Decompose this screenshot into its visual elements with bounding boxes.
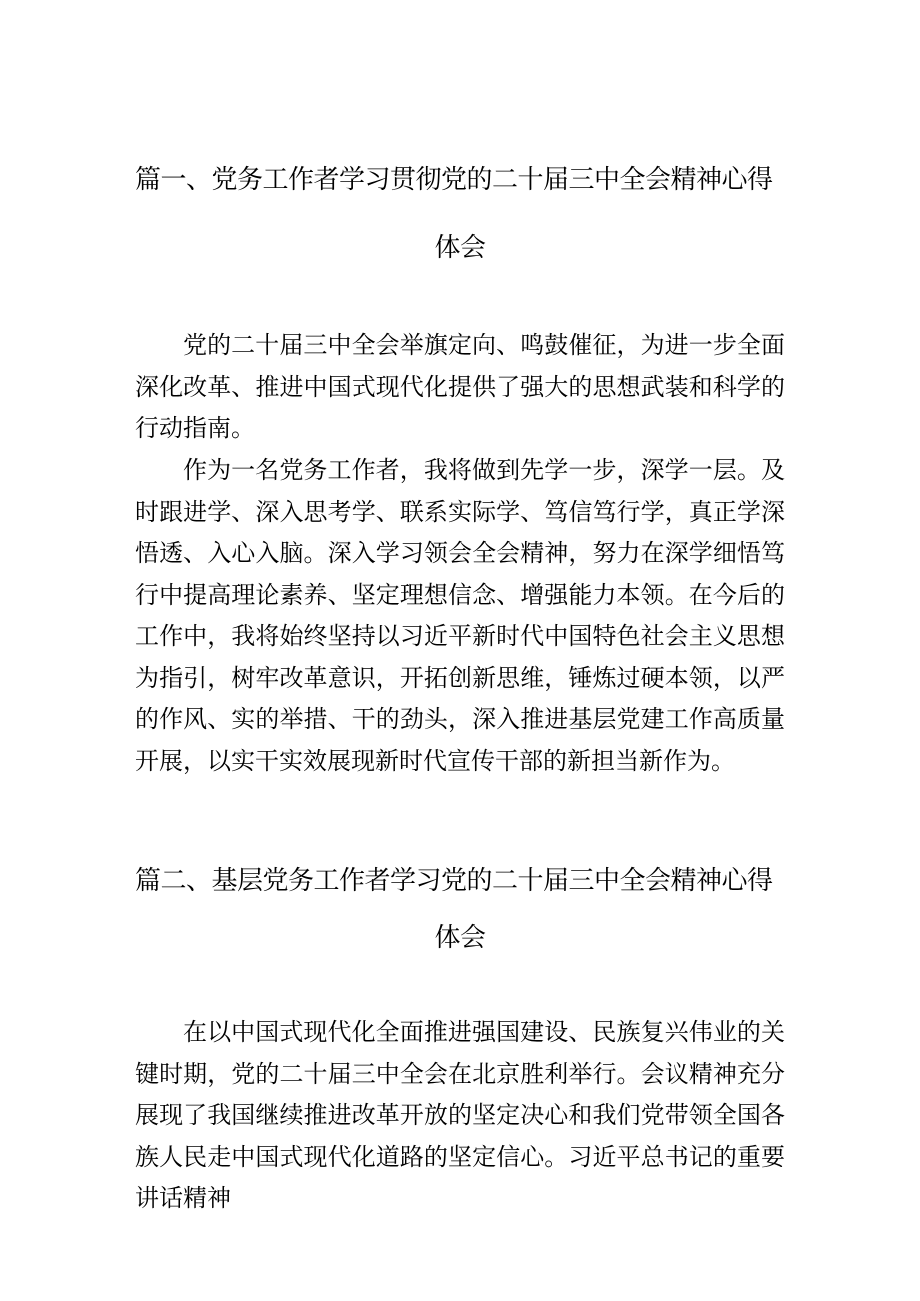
- section-2-title-line2: 体会: [434, 923, 486, 953]
- section-1-title-line2: 体会: [434, 233, 486, 263]
- section-1-paragraph-2: 作为一名党务工作者，我将做到先学一步，深学一层。及时跟进学、深入思考学、联系实际学、笃信笃行学，真正学深悟透、入心入脑。深入学习领会全会精神，努力在深学细悟笃行中提高理论素养、坚定理想信念、增强能力本领。在今后的工作中，我将始终坚持以习近平新时代中国特色社会主义思想为指引，树牢改革意识，开拓创新思维，锤炼过硬本领，以严的作风、实的举措、干的劲头，深入推进基层党建工作高质量开展，以实干实效展现新时代宣传干部的新担当新作为。: [135, 456, 785, 775]
- section-1-paragraph-1: 党的二十届三中全会举旗定向、鸣鼓催征，为进一步全面深化改革、推进中国式现代化提供了强大的思想武装和科学的行动指南。: [135, 331, 785, 442]
- section-1-title-line1: 篇一、党务工作者学习贯彻党的二十届三中全会精神心得: [135, 165, 773, 195]
- section-2-title-line1: 篇二、基层党务工作者学习党的二十届三中全会精神心得: [135, 866, 773, 896]
- section-2-paragraph-1: 在以中国式现代化全面推进强国建设、民族复兴伟业的关键时期，党的二十届三中全会在北京胜利举行。会议精神充分展现了我国继续推进改革开放的坚定决心和我们党带领全国各族人民走中国式现代化道路的坚定信心。习近平总书记的重要讲话精神: [135, 1018, 785, 1212]
